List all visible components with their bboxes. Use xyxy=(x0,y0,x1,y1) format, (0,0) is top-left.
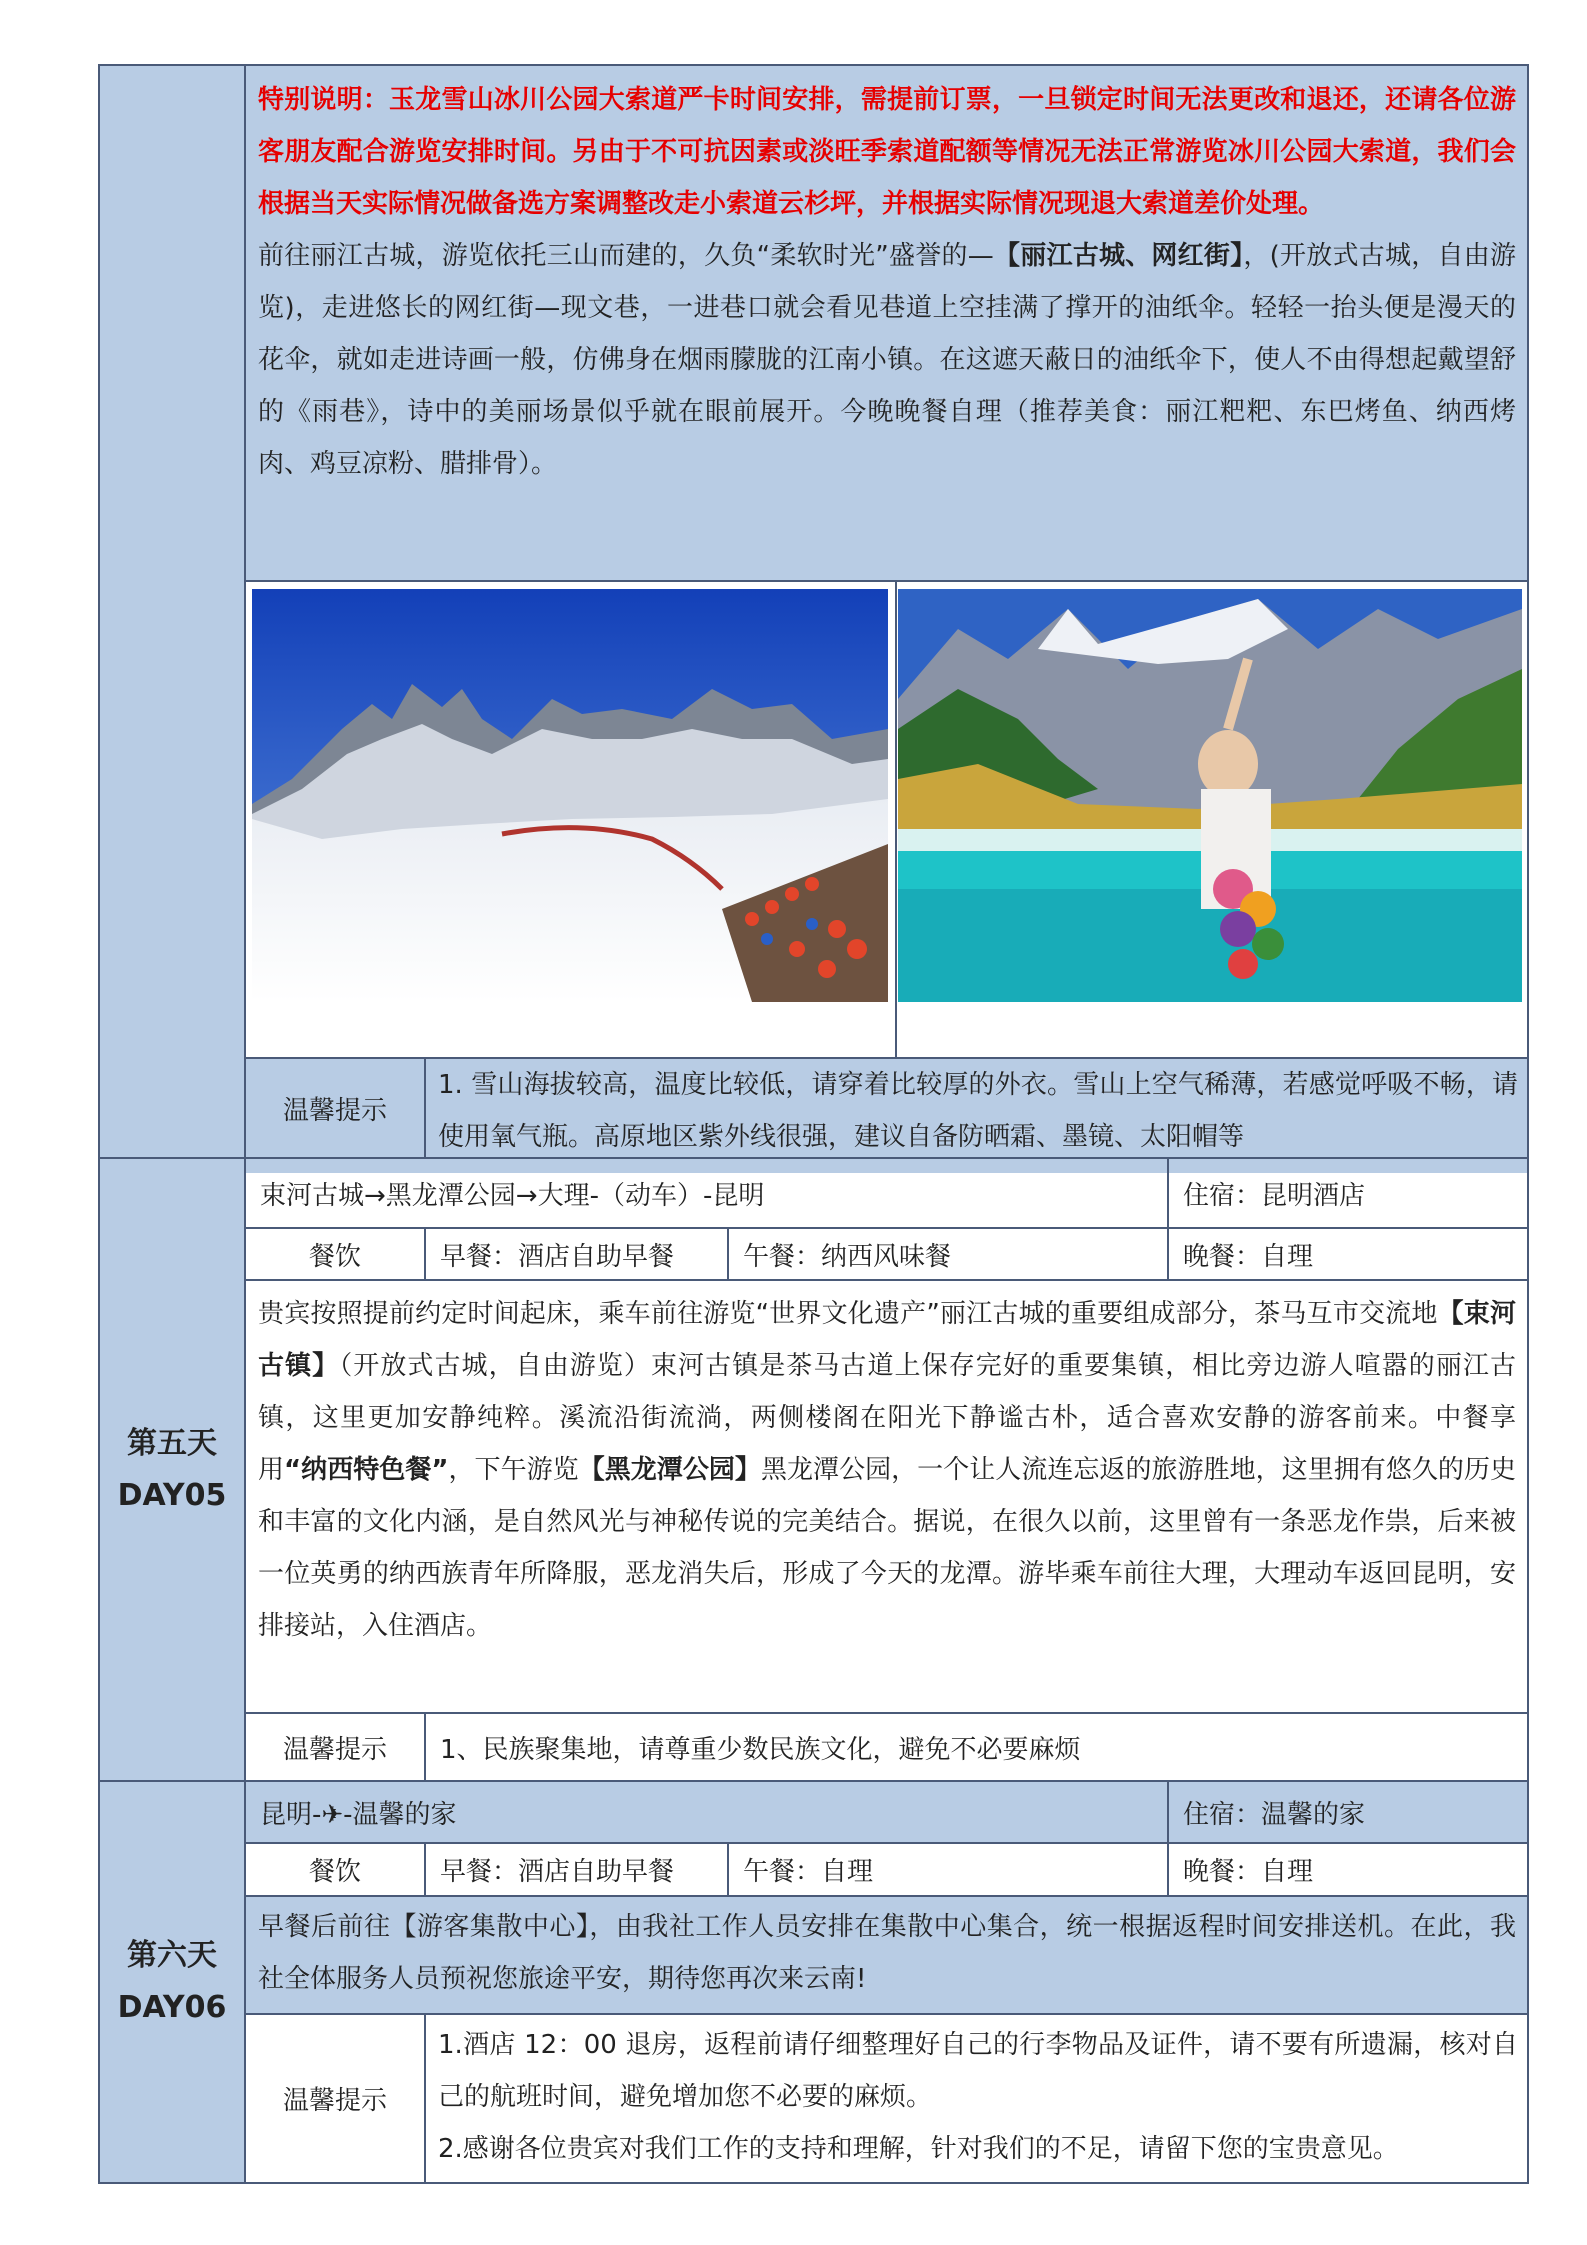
snow-mountain-photo xyxy=(252,589,888,1002)
day6-label-cn: 第六天 xyxy=(127,1938,217,1973)
highlight-black-dragon-pool: 【黑龙潭公园】 xyxy=(578,1455,761,1485)
highlight-lijiang-old-town: 【丽江古城、网红街】 xyxy=(993,241,1244,271)
day5-breakfast: 早餐：酒店自助早餐 xyxy=(440,1241,675,1272)
highlight-shuhe-town: 【束河古镇】 xyxy=(258,1299,1516,1381)
day5-meal-label: 餐饮 xyxy=(308,1241,361,1272)
day5-text-2: （开放式古城，自由游览）束河古镇是茶马古道上保存完好的重要集镇，相比旁边游人喧嚣的丽江古镇，这里更加安静纯粹。溪流沿街流淌，两侧楼阁在阳光下静谧古朴，适合喜欢安静的游客前来。中餐享用 xyxy=(258,1351,1516,1485)
day6-route: 昆明-✈-温馨的家 xyxy=(260,1799,457,1830)
special-notice: 特别说明：玉龙雪山冰川公园大索道严卡时间安排，需提前订票，一旦锁定时间无法更改和退还，还请各位游客朋友配合游览安排时间。另由于不可抗因素或淡旺季索道配额等情况无法正常游览冰川公园大索道，我们会根据当天实际情况做备选方案调整改走小索道云杉坪，并根据实际情况现退大索道差价处理。 xyxy=(258,85,1516,219)
day5-lunch: 午餐：纳西风味餐 xyxy=(743,1241,952,1272)
day6-tip-text xyxy=(438,2019,1518,2175)
day5-tip-label: 温馨提示 xyxy=(282,1734,387,1765)
day6-label xyxy=(100,1782,244,2182)
description-part-1: 前往丽江古城，游览依托三山而建的，久负“柔软时光”盛誉的— xyxy=(258,241,994,271)
day6-tip-label: 温馨提示 xyxy=(282,2086,387,2116)
day6-tip-2: 2.感谢各位贵宾对我们工作的支持和理解，针对我们的不足，请留下您的宝贵意见。 xyxy=(438,2134,1399,2164)
day6-breakfast: 早餐：酒店自助早餐 xyxy=(426,1844,727,1895)
day5-tip-text: 1、民族聚集地，请尊重少数民族文化，避免不必要麻烦 xyxy=(440,1734,1081,1765)
day6-dinner: 晚餐：自理 xyxy=(1169,1844,1527,1895)
day5-label-cn: 第五天 xyxy=(127,1425,217,1461)
highlight-naxi-meal: “纳西特色餐” xyxy=(284,1455,449,1485)
day5-text-4: 黑龙潭公园，一个让人流连忘返的旅游胜地，这里拥有悠久的历史和丰富的文化内涵，是自然风光与神秘传说的完美结合。据说，在很久以前，这里曾有一条恶龙作祟，后来被一位英勇的纳西族青年所降服，恶龙消失后，形成了今天的龙潭。游毕乘车前往大理，大理动车返回昆明，安排接站，入住酒店。 xyxy=(258,1455,1516,1641)
blue-moon-valley-photo xyxy=(898,589,1522,1002)
tip-label-1: 温馨提示 xyxy=(282,1095,387,1126)
description-part-2: ，(开放式古城，自由游览)，走进悠长的网红街—现文巷，一进巷口就会看见巷道上空挂满了撑开的油纸伞。轻轻一抬头便是漫天的花伞，就如走进诗画一般，仿佛身在烟雨朦胧的江南小镇。在这遮天蔽日的油纸伞下，使人不由得想起戴望舒的《雨巷》，诗中的美丽场景似乎就在眼前展开。今晚晚餐自理（推荐美食：丽江粑粑、东巴烤鱼、纳西烤肉、鸡豆凉粉、腊排骨）。 xyxy=(258,241,1516,479)
day5-label xyxy=(100,1159,244,1780)
day5-route: 束河古城→黑龙潭公园→大理-（动车）-昆明 xyxy=(260,1180,765,1211)
tip-text-1: 1. 雪山海拔较高，温度比较低，请穿着比较厚的外衣。雪山上空气稀薄，若感觉呼吸不畅，请使用氧气瓶。高原地区紫外线很强，建议自备防晒霜、墨镜、太阳帽等 xyxy=(438,1070,1518,1152)
day6-stay: 住宿：温馨的家 xyxy=(1183,1799,1366,1830)
day5-text-3: ，下午游览 xyxy=(448,1455,579,1485)
day5-label-en: DAY05 xyxy=(117,1477,227,1513)
day5-dinner: 晚餐：自理 xyxy=(1183,1241,1314,1272)
day6-meal-label: 餐饮 xyxy=(246,1844,424,1895)
day6-description: 早餐后前往【游客集散中心】，由我社工作人员安排在集散中心集合，统一根据返程时间安排送机。在此，我社全体服务人员预祝您旅途平安，期待您再次来云南! xyxy=(258,1912,1516,1994)
day6-label-en: DAY06 xyxy=(117,1990,227,2025)
day5-description xyxy=(258,1288,1516,1652)
day5-stay: 住宿：昆明酒店 xyxy=(1183,1180,1366,1211)
notice-block xyxy=(258,74,1516,490)
day5-text-1: 贵宾按照提前约定时间起床，乘车前往游览“世界文化遗产”丽江古城的重要组成部分，茶马互市交流地 xyxy=(258,1299,1438,1329)
day6-lunch: 午餐：自理 xyxy=(729,1844,1167,1895)
day6-tip-1: 1.酒店 12：00 退房，返程前请仔细整理好自己的行李物品及证件，请不要有所遗漏，核对自己的航班时间，避免增加您不必要的麻烦。 xyxy=(438,2030,1518,2112)
